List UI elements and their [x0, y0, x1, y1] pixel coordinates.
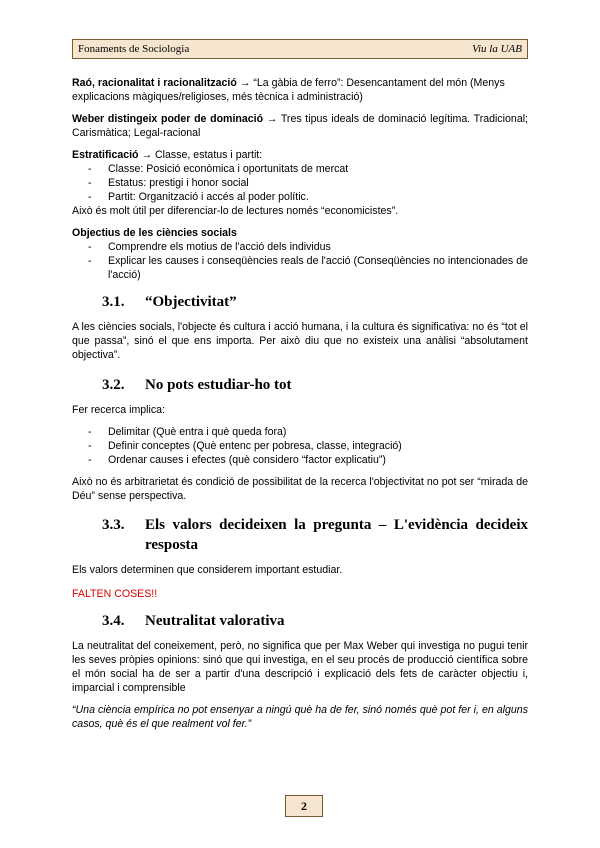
- objectius-title-text: Objectius de les ciències socials: [72, 227, 237, 239]
- section-heading-3-2: [72, 375, 528, 395]
- section-number: 3.4.: [102, 613, 125, 629]
- list-item: - Classe: Posició econòmica i oportunitats de mercat: [72, 162, 528, 176]
- term-rao: Raó, racionalitat i racionalització: [72, 77, 237, 89]
- paragraph-recerca-intro: Fer recerca implica:: [72, 404, 166, 416]
- header-source: Viu la UAB: [472, 43, 522, 55]
- list-item: - Definir conceptes (Què entenc per pobresa, classe, integració): [72, 439, 528, 453]
- list-item: - Comprendre els motius de l'acció dels individus: [72, 240, 528, 254]
- term-estratificacio: Estratificació: [72, 149, 139, 161]
- list-item: - Ordenar causes i efectes (què considero “factor explicatiu”): [72, 453, 528, 467]
- page-number: 2: [285, 795, 323, 817]
- header-course-title: Fonaments de Sociologia: [78, 43, 190, 55]
- note-falten-coses: FALTEN COSES!!: [72, 588, 158, 600]
- list-item: - Explicar les causes i conseqüències reals de l'acció (Conseqüències no intencionades de l'acció): [72, 254, 528, 282]
- weber-quote: “Una ciència empírica no pot ensenyar a ningú què ha de fer, sinó només què pot fer i, en alguns casos, què és el que realment vol fer.”: [72, 704, 528, 730]
- list-item: - Delimitar (Què entra i què queda fora): [72, 425, 528, 439]
- section-title: “Objectivitat”: [145, 294, 237, 310]
- paragraph-rao: [72, 76, 528, 104]
- section-number: 3.1.: [102, 294, 125, 310]
- section-heading-3-3: [72, 515, 528, 555]
- section-heading-3-1: [72, 292, 528, 312]
- paragraph-weber: [72, 112, 528, 140]
- paragraph-valors: Els valors determinen que considerem important estudiar.: [72, 564, 343, 576]
- arrow: →: [236, 77, 254, 89]
- paragraph-neutralitat: La neutralitat del coneixement, però, no significa que per Max Weber qui investiga no pugui tenir les seves pròpies opinions: sinó que qui investiga, en el seu procés de producció científica sobre el món social ha de ser a partir d'una descripció i explicació dels fets de caràcter objectiu i, imparcial i comprensible: [72, 640, 528, 694]
- paragraph-objectivitat: A les ciències socials, l'objecte és cultura i acció humana, i la cultura és significativa: no és “tot el que passa”, sinó el que ens importa. Per això diu que no existeix una anàlisi “absolutament objectiva”.: [72, 321, 528, 361]
- page-content: [72, 76, 528, 731]
- arrow: →: [263, 113, 281, 125]
- paragraph-text: Classe, estatus i partit:: [155, 149, 263, 161]
- paragraph-arbitrarietat: Això no és arbitrarietat és condició de possibilitat de la recerca l'objectivitat no pot ser “mirada de Déu” sense perspectiva.: [72, 476, 528, 502]
- section-number: 3.3.: [102, 517, 125, 533]
- section-number: 3.2.: [102, 377, 125, 393]
- list-item: - Partit: Organització i accés al poder polític.: [72, 190, 528, 204]
- section-title: No pots estudiar-ho tot: [145, 377, 292, 393]
- term-weber: Weber distingeix poder de dominació: [72, 113, 264, 125]
- objectius-title: [72, 226, 528, 240]
- page-header: [72, 39, 528, 59]
- list-recerca: [72, 425, 528, 467]
- paragraph-text: Tres tipus ideals de dominació legítima. Tradicional; Carismàtica; Legal-racional: [72, 113, 529, 139]
- list-objectius: [72, 240, 528, 282]
- section-heading-3-4: [72, 611, 528, 631]
- paragraph-text: “La gàbia de ferro”: Desencantament del món (Menys explicacions màgiques/religioses, més tècnica i administració): [72, 77, 505, 103]
- section-title: Els valors decideixen la pregunta – L'evidència decideix resposta: [145, 517, 528, 553]
- paragraph-economicistes: Això és molt útil per diferenciar-lo de lectures només “economicistes”.: [72, 205, 399, 217]
- list-estratificacio: [72, 162, 528, 204]
- list-item: - Estatus: prestigi i honor social: [72, 176, 528, 190]
- section-title: Neutralitat valorativa: [145, 613, 285, 629]
- paragraph-estratificacio: [72, 148, 528, 162]
- arrow: →: [138, 149, 156, 161]
